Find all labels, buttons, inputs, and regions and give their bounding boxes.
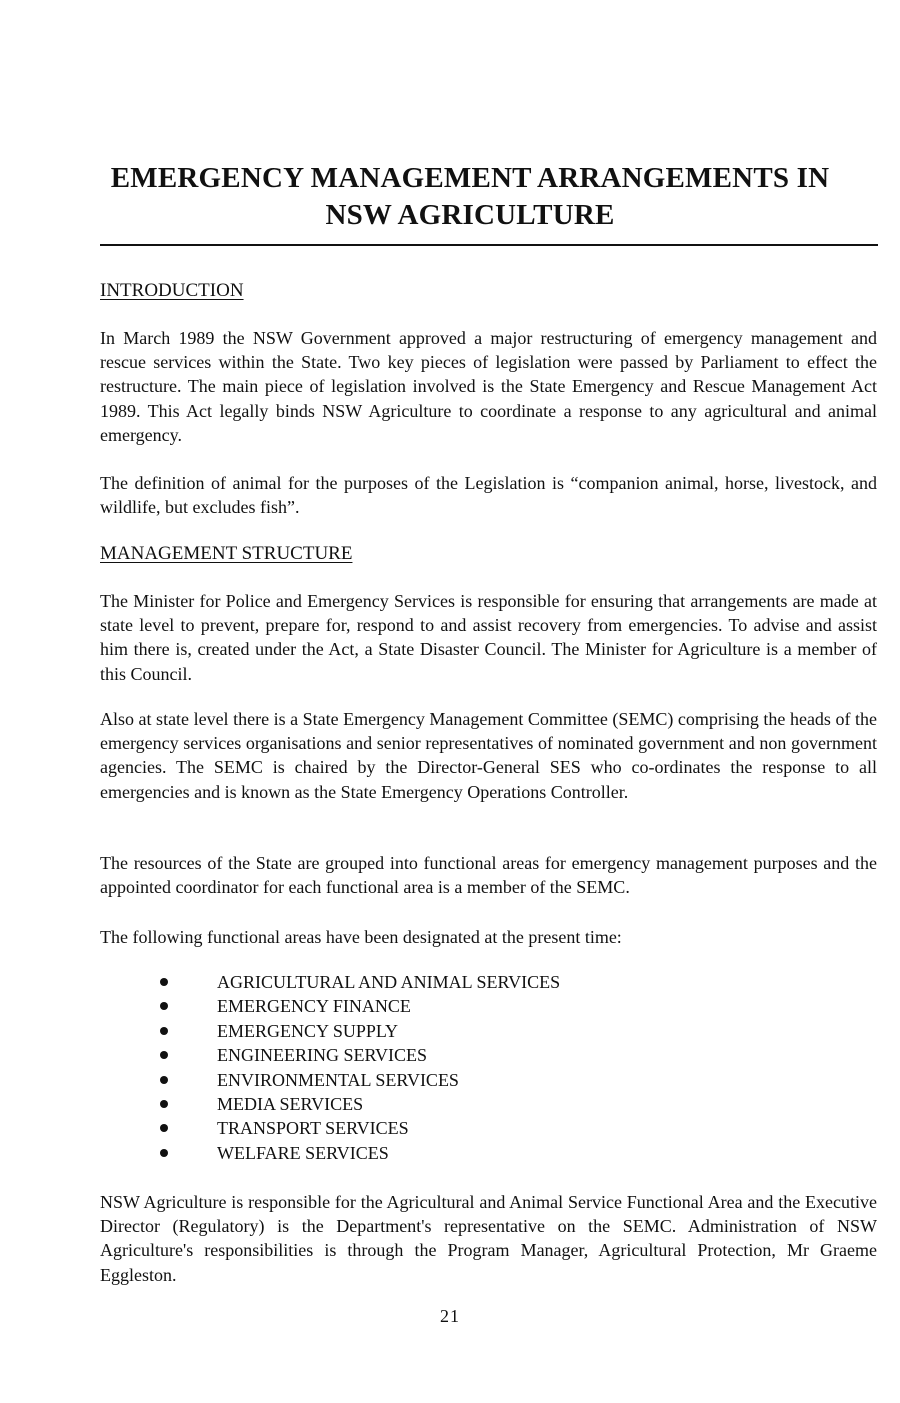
list-item-label: ENGINEERING SERVICES — [217, 1045, 428, 1066]
management-paragraph-5: NSW Agriculture is responsible for the Agricultural and Animal Service Functional Area and the Executive Director (Regulatory) is the Department's representative on the SEMC. Administration of NSW Agriculture's responsibilities is through the Program Manager, Agricultural Protection, Mr Graeme Eggleston. — [100, 1192, 877, 1285]
management-paragraph-3: The resources of the State are grouped into functional areas for emergency management purposes and the appointed coordinator for each functional area is a member of the SEMC. — [100, 853, 877, 898]
bullet-icon — [160, 1002, 168, 1010]
list-item-label: AGRICULTURAL AND ANIMAL SERVICES — [217, 972, 561, 992]
introduction-paragraph-1: In March 1989 the NSW Government approved a major restructuring of emergency management and rescue services within the State. Two key pieces of legislation were passed by Parliament to effect the restructure. The main piece of legislation involved is the State Emergency and Rescue Management Act 1989. This Act legally binds NSW Agriculture to coordinate a response to any agricultural and animal emergency. — [100, 328, 877, 445]
list-item-label: ENVIRONMENTAL SERVICES — [217, 1069, 459, 1090]
management-paragraph-4: The following functional areas have been designated at the present time: — [100, 927, 622, 947]
bullet-icon — [160, 1124, 168, 1132]
list-item-label: EMERGENCY SUPPLY — [217, 1020, 399, 1041]
management-paragraph-2: Also at state level there is a State Emergency Management Committee (SEMC) comprising the heads of the emergency services organisations and senior representatives of nominated government and non government agencies. The SEMC is chaired by the Director-General SES who co-ordinates the response to all emergencies and is known as the State Emergency Operations Controller. — [100, 709, 877, 802]
page-number: 21 — [440, 1306, 460, 1326]
introduction-heading: INTRODUCTION — [100, 280, 244, 301]
title-divider — [100, 244, 878, 246]
list-item — [160, 970, 560, 994]
title-line-1: EMERGENCY MANAGEMENT ARRANGEMENTS IN — [110, 162, 830, 194]
list-item-label: WELFARE SERVICES — [217, 1142, 389, 1163]
list-item — [160, 1116, 560, 1140]
list-item — [160, 994, 560, 1018]
list-item-label: EMERGENCY FINANCE — [217, 996, 411, 1017]
list-item — [160, 1019, 560, 1043]
list-item — [160, 1068, 560, 1092]
bullet-icon — [160, 1051, 168, 1059]
bullet-icon — [160, 978, 168, 986]
bullet-icon — [160, 1149, 168, 1157]
list-item — [160, 1043, 560, 1067]
document-title — [60, 160, 880, 234]
list-item — [160, 1141, 560, 1165]
functional-areas-list — [160, 970, 560, 1165]
bullet-icon — [160, 1027, 168, 1035]
bullet-icon — [160, 1100, 168, 1108]
list-item-label: TRANSPORT SERVICES — [217, 1118, 409, 1139]
introduction-paragraph-2: The definition of animal for the purposes of the Legislation is “companion animal, horse, livestock, and wildlife, but excludes fish”. — [100, 473, 877, 518]
list-item — [160, 1092, 560, 1116]
title-line-2: NSW AGRICULTURE — [325, 199, 615, 231]
bullet-icon — [160, 1076, 168, 1084]
list-item-label: MEDIA SERVICES — [217, 1093, 364, 1114]
management-structure-heading: MANAGEMENT STRUCTURE — [100, 543, 353, 564]
management-paragraph-1: The Minister for Police and Emergency Services is responsible for ensuring that arrangements are made at state level to prevent, prepare for, respond to and assist recovery from emergencies. To advise and assist him there is, created under the Act, a State Disaster Council. The Minister for Agriculture is a member of this Council. — [100, 591, 877, 684]
